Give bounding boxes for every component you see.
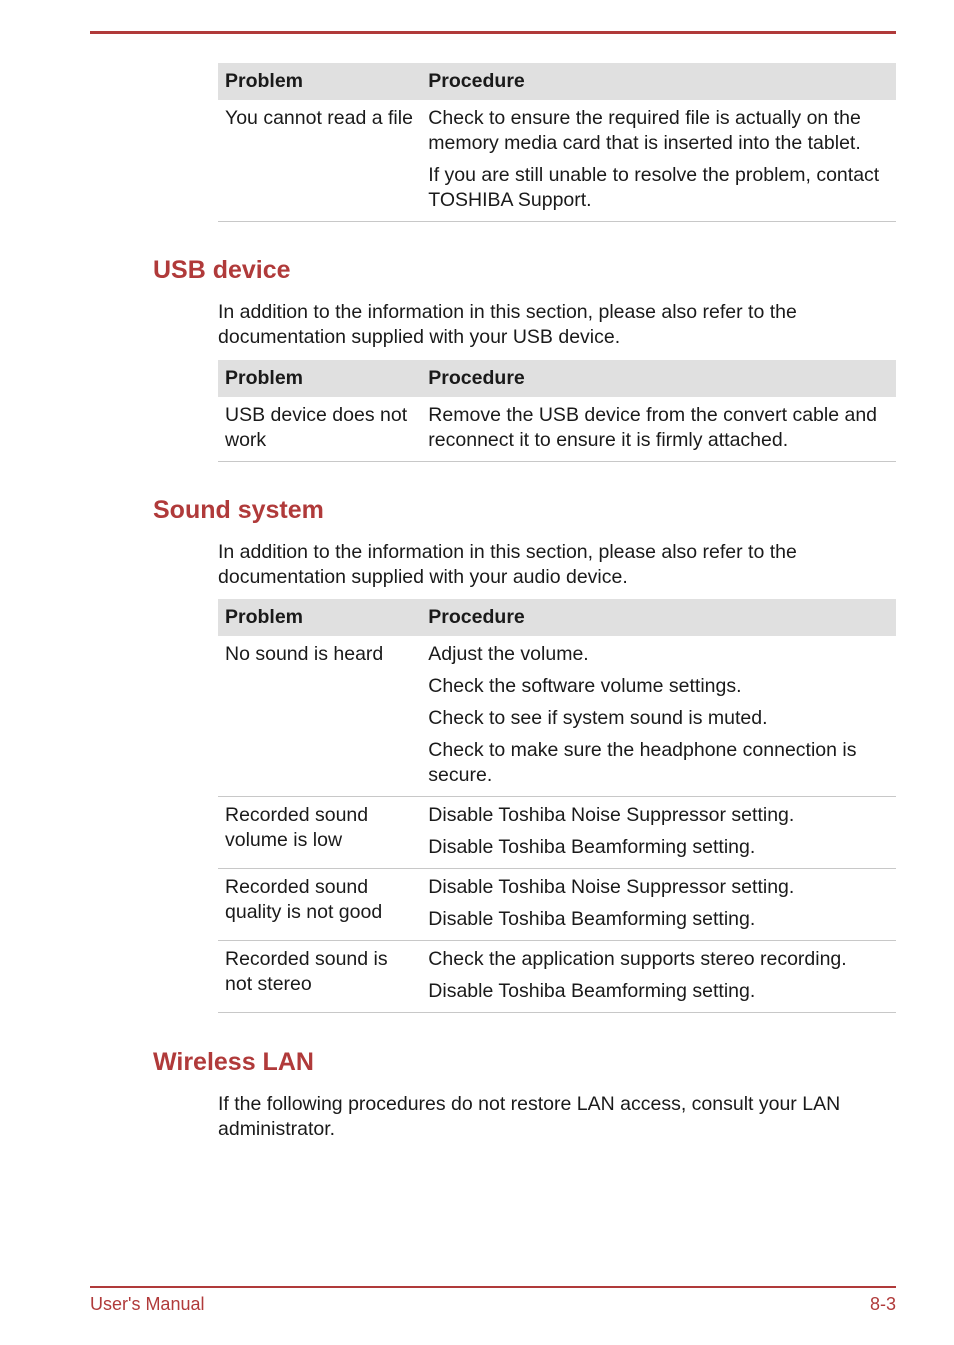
table-row <box>218 636 896 797</box>
procedure-step: Check the software volume settings. <box>428 675 742 697</box>
file-troubleshooting-table <box>218 63 896 222</box>
table-header-row <box>218 63 896 100</box>
procedure-step: Check the application supports stereo recording. <box>428 948 847 970</box>
problem-cell: Recorded sound volume is low <box>218 797 422 869</box>
problem-cell: Recorded sound is not stereo <box>218 941 422 1013</box>
problem-header: Problem <box>218 360 422 397</box>
procedure-header: Procedure <box>422 599 896 636</box>
problem-header: Problem <box>218 599 422 636</box>
procedure-cell <box>422 636 896 797</box>
usb-troubleshooting-table <box>218 360 896 462</box>
procedure-cell <box>422 941 896 1013</box>
procedure-cell <box>422 100 896 222</box>
page-number: 8-3 <box>869 1294 896 1314</box>
procedure-step: Check to see if system sound is muted. <box>428 707 768 729</box>
procedure-cell <box>422 397 896 462</box>
procedure-step: Adjust the volume. <box>428 643 589 665</box>
procedure-step: Check to ensure the required file is actually on the memory media card that is inserted into the tablet. <box>428 107 861 154</box>
table-header-row <box>218 360 896 397</box>
usb-device-heading: USB device <box>153 256 291 284</box>
problem-cell: No sound is heard <box>218 636 422 797</box>
table-row <box>218 869 896 941</box>
usb-device-intro: In addition to the information in this section, please also refer to the documentation supplied with your USB device. <box>218 301 797 348</box>
table-row <box>218 941 896 1013</box>
sound-troubleshooting-table <box>218 599 896 1013</box>
problem-cell: Recorded sound quality is not good <box>218 869 422 941</box>
procedure-header: Procedure <box>422 63 896 100</box>
problem-header: Problem <box>218 63 422 100</box>
sound-system-heading: Sound system <box>153 496 324 524</box>
procedure-step: Disable Toshiba Beamforming setting. <box>428 836 756 858</box>
procedure-cell <box>422 869 896 941</box>
procedure-step: If you are still unable to resolve the problem, contact TOSHIBA Support. <box>428 164 880 211</box>
table-header-row <box>218 599 896 636</box>
procedure-step: Disable Toshiba Beamforming setting. <box>428 908 756 930</box>
sound-system-intro: In addition to the information in this section, please also refer to the documentation supplied with your audio device. <box>218 541 797 588</box>
procedure-step: Remove the USB device from the convert cable and reconnect it to ensure it is firmly attached. <box>428 404 878 451</box>
header-rule <box>90 31 896 34</box>
procedure-step: Disable Toshiba Beamforming setting. <box>428 980 756 1002</box>
procedure-cell <box>422 797 896 869</box>
wireless-lan-heading: Wireless LAN <box>153 1048 314 1076</box>
procedure-header: Procedure <box>422 360 896 397</box>
wireless-lan-intro: If the following procedures do not restore LAN access, consult your LAN administrator. <box>218 1093 841 1140</box>
footer-rule <box>90 1286 896 1288</box>
procedure-step: Check to make sure the headphone connection is secure. <box>428 739 857 786</box>
table-row <box>218 100 896 222</box>
procedure-step: Disable Toshiba Noise Suppressor setting. <box>428 804 795 826</box>
footer-manual-title: User's Manual <box>90 1294 205 1314</box>
problem-cell: You cannot read a file <box>218 100 422 222</box>
problem-cell: USB device does not work <box>218 397 422 462</box>
table-row <box>218 797 896 869</box>
table-row <box>218 397 896 462</box>
procedure-step: Disable Toshiba Noise Suppressor setting. <box>428 876 795 898</box>
